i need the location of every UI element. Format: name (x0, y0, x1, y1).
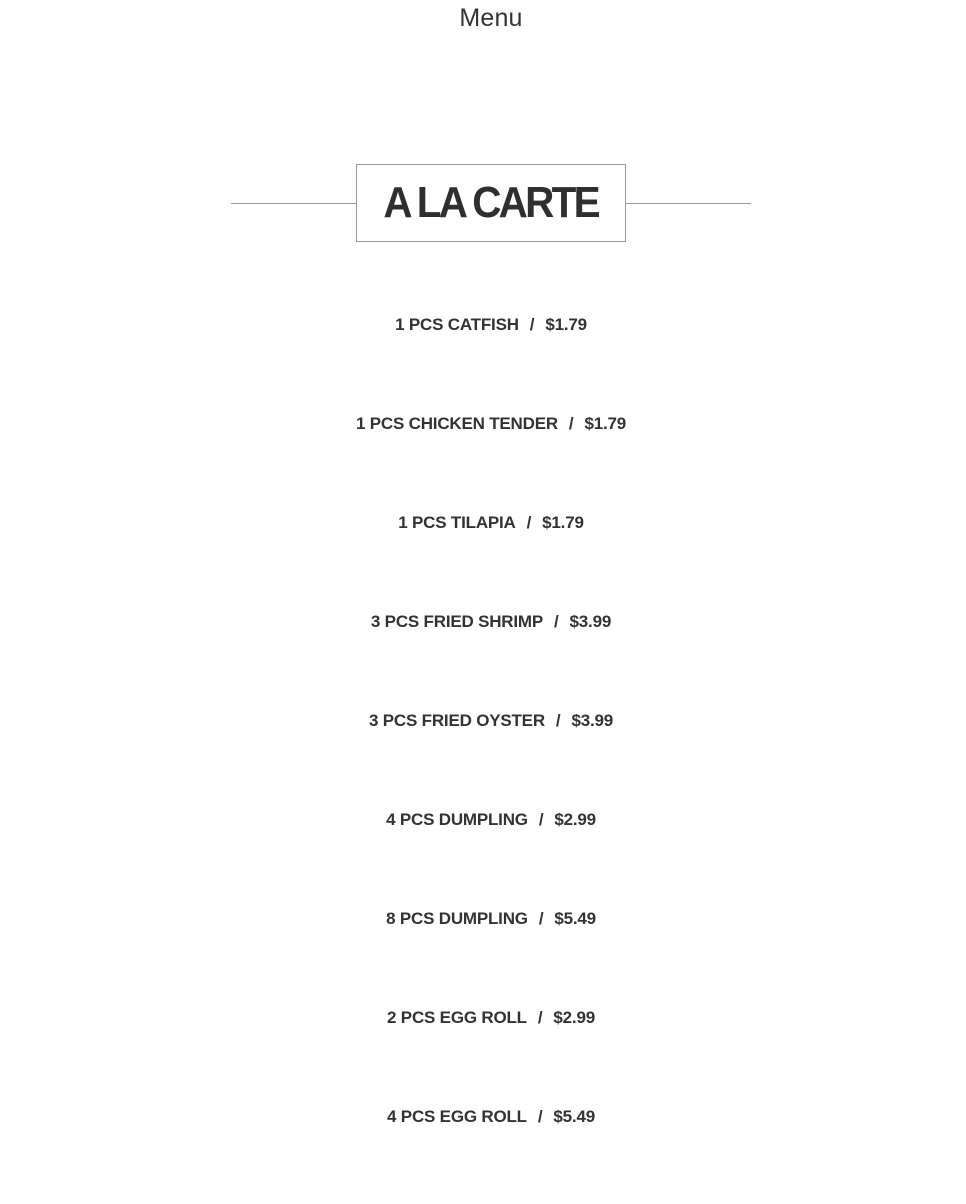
menu-item-price: $1.79 (584, 414, 626, 433)
menu-item-name: 2 PCS EGG ROLL (387, 1008, 527, 1027)
menu-item-separator: / (537, 1008, 543, 1027)
menu-item-name: 4 PCS DUMPLING (386, 810, 528, 829)
menu-item-price: $1.79 (545, 315, 587, 334)
menu-item (0, 907, 966, 1006)
menu-item-separator: / (568, 414, 574, 433)
menu-item-price: $3.99 (571, 711, 613, 730)
menu-item-name: 1 PCS CATFISH (395, 315, 519, 334)
menu-item-separator: / (537, 1107, 543, 1126)
menu-item-separator: / (554, 612, 559, 631)
menu-item-separator: / (526, 513, 532, 532)
menu-item-price: $5.49 (554, 909, 596, 928)
menu-item-separator: / (529, 315, 535, 334)
menu-item (0, 511, 966, 610)
menu-item-separator: / (538, 810, 544, 829)
menu-item-separator: / (538, 909, 544, 928)
menu-item-list (0, 313, 966, 1204)
section-title: A LA CARTE (383, 178, 599, 227)
menu-item (0, 412, 966, 511)
menu-item (0, 808, 966, 907)
menu-item (0, 1105, 966, 1204)
menu-item-price: $5.49 (553, 1107, 595, 1126)
menu-item-price: $2.99 (553, 1008, 595, 1027)
menu-item (0, 610, 966, 709)
menu-item (0, 313, 966, 412)
menu-item-name: 4 PCS EGG ROLL (387, 1107, 527, 1126)
menu-item-separator: / (555, 711, 561, 730)
menu-item-name: 8 PCS DUMPLING (386, 909, 528, 928)
menu-item-name: 3 PCS FRIED SHRIMP (370, 612, 544, 631)
menu-item-name: 1 PCS CHICKEN TENDER (356, 414, 558, 433)
menu-button[interactable]: Menu (459, 4, 523, 32)
menu-item-price: $2.99 (554, 810, 596, 829)
section-title-box (356, 164, 626, 242)
menu-item (0, 1006, 966, 1105)
menu-item-price: $1.79 (542, 513, 584, 532)
menu-item-name: 1 PCS TILAPIA (398, 513, 516, 532)
menu-item-name: 3 PCS FRIED OYSTER (369, 711, 545, 730)
menu-item-price: $3.99 (569, 612, 612, 631)
menu-item (0, 709, 966, 808)
